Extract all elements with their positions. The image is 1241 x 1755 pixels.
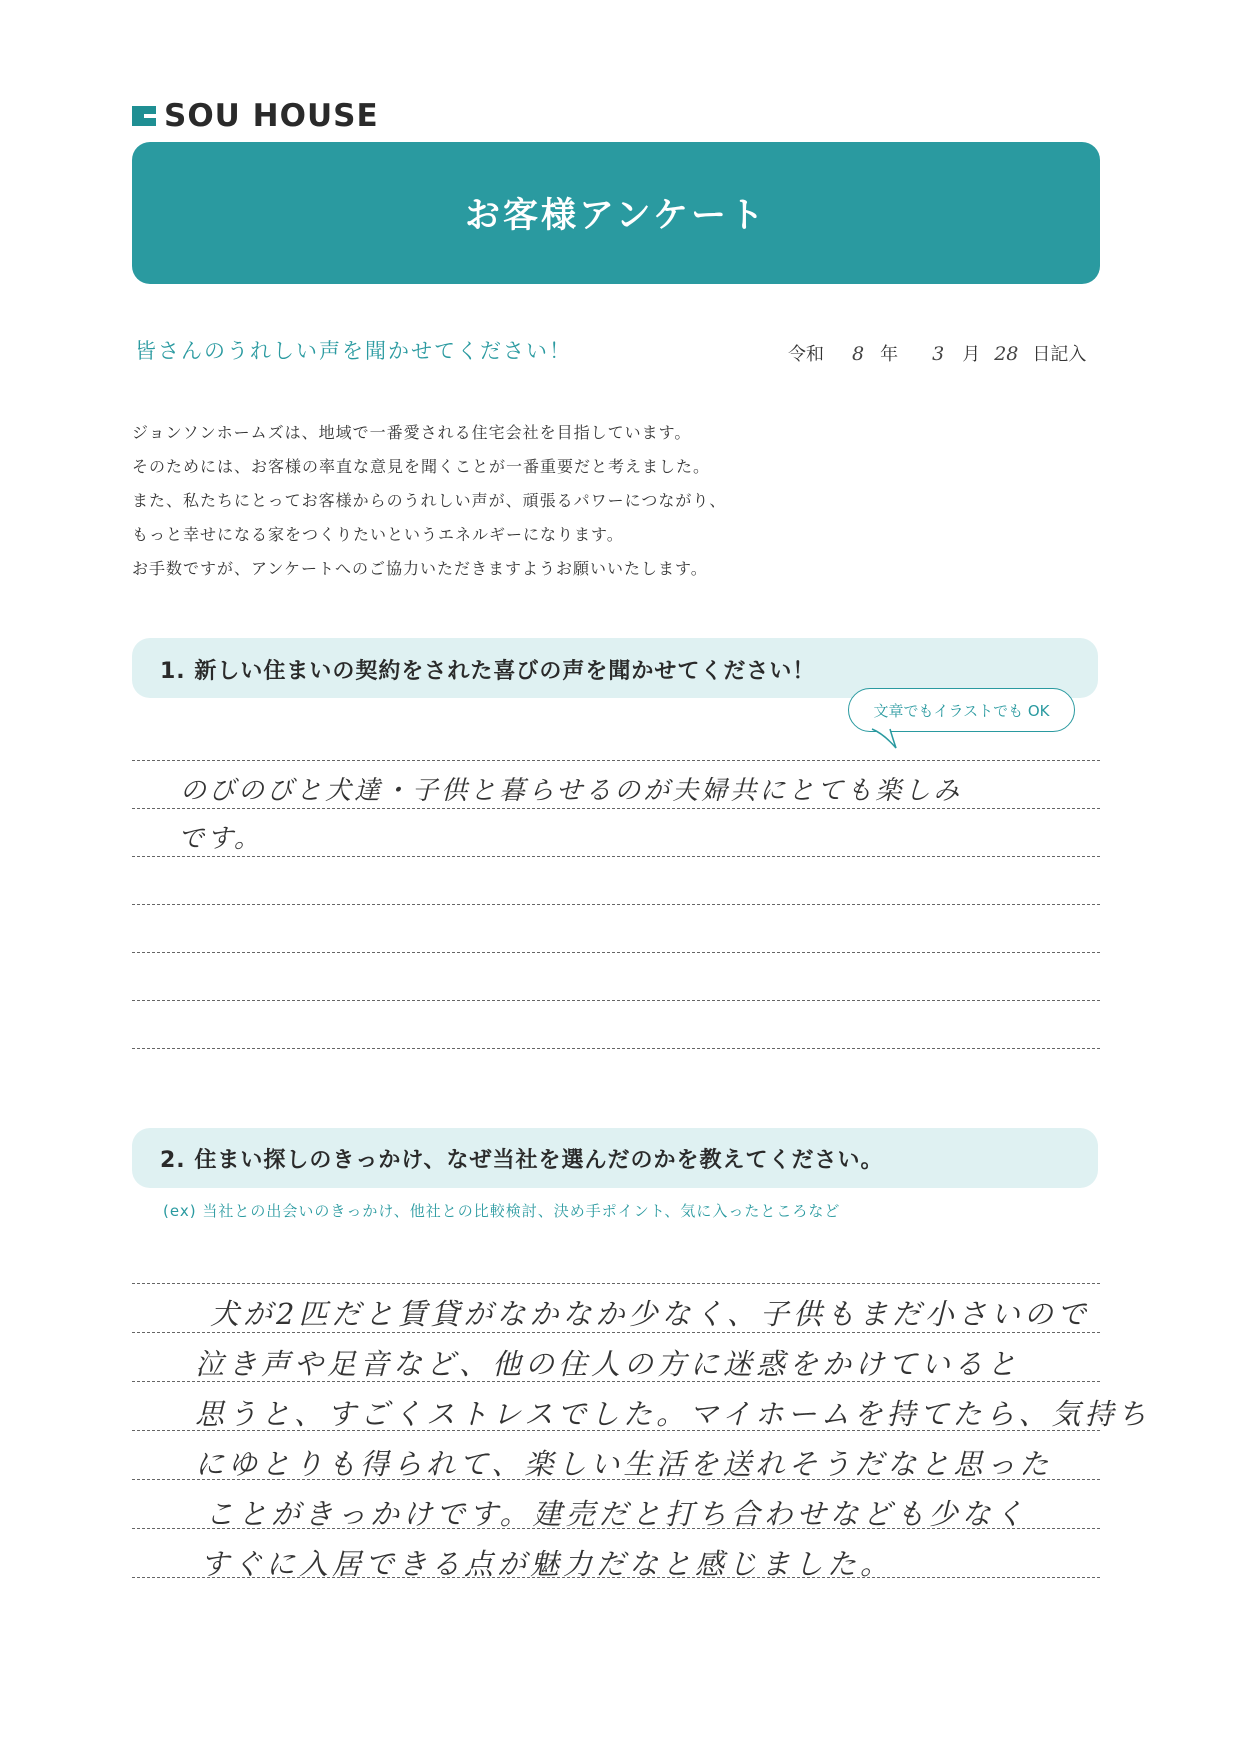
answer-line — [132, 1577, 1100, 1578]
answer-line — [132, 808, 1100, 809]
answer-line — [132, 760, 1100, 761]
date-month-unit: 月 — [962, 344, 981, 365]
survey-subtitle: 皆さんのうれしい声を聞かせてください！ — [135, 339, 572, 363]
date-era: 令和 — [788, 344, 824, 365]
answer-line — [132, 1283, 1100, 1284]
question-2-example: (ex) 当社との出会いのきっかけ、他社との比較検討、決め手ポイント、気に入ったところなど — [163, 1202, 841, 1220]
answer-line — [132, 1048, 1100, 1049]
question-2-title: 2. 住まい探しのきっかけ、なぜ当社を選んだのかを教えてください。 — [160, 1148, 884, 1173]
answer-2-line: すぐに入居できる点が魅力だなと感じました。 — [200, 1547, 894, 1581]
date-year-unit: 年 — [880, 344, 899, 365]
answer-2-line: 思うと、すごくストレスでした。マイホームを持てたら、気持ち — [195, 1397, 1151, 1431]
answer-line — [132, 856, 1100, 857]
logo-mark-icon — [132, 106, 156, 126]
intro-line: ジョンソンホームズは、地域で一番愛される住宅会社を目指しています。 — [132, 423, 692, 442]
intro-line: また、私たちにとってお客様からのうれしい声が、頑張るパワーにつながり、 — [132, 491, 727, 510]
date-month: 3 — [932, 343, 945, 365]
answer-line — [132, 952, 1100, 953]
date-day-unit: 日記入 — [1032, 344, 1087, 365]
answer-line — [132, 1000, 1100, 1001]
answer-line — [132, 1381, 1100, 1382]
answer-line — [132, 904, 1100, 905]
answer-1-line: です。 — [178, 824, 263, 854]
intro-line: もっと幸せになる家をつくりたいというエネルギーになります。 — [132, 525, 624, 544]
brand-logo — [132, 98, 379, 134]
question-1-title: 1. 新しい住まいの契約をされた喜びの声を聞かせてください！ — [160, 659, 816, 684]
answer-line — [132, 1479, 1100, 1480]
answer-2-line: 泣き声や足音など、他の住人の方に迷惑をかけていると — [195, 1347, 1021, 1381]
page-title: お客様アンケート — [465, 196, 767, 236]
answer-2-line: 犬が2匹だと賃貸がなかなか少なく、子供もまだ小さいので — [210, 1297, 1090, 1331]
answer-1-line: のびのびと犬達・子供と暮らせるのが夫婦共にとても楽しみ — [180, 776, 963, 806]
speech-bubble: 文章でもイラストでも OK — [848, 688, 1075, 732]
logo-text: SOU HOUSE — [164, 98, 379, 134]
answer-line — [132, 1528, 1100, 1529]
date-day: 28 — [994, 343, 1019, 365]
date-year: 8 — [852, 343, 865, 365]
answer-line — [132, 1430, 1100, 1431]
intro-line: お手数ですが、アンケートへのご協力いただきますようお願いいたします。 — [132, 559, 708, 578]
answer-2-line: にゆとりも得られて、楽しい生活を送れそうだなと思った — [195, 1447, 1053, 1481]
answer-line — [132, 1332, 1100, 1333]
intro-text — [132, 416, 1032, 586]
intro-line: そのためには、お客様の率直な意見を聞くことが一番重要だと考えました。 — [132, 457, 711, 476]
title-banner — [132, 142, 1100, 284]
entry-date — [788, 340, 1086, 366]
speech-bubble-tail-icon — [870, 728, 910, 750]
answer-2-line: ことがきっかけです。建売だと打ち合わせなども少なく — [205, 1497, 1028, 1531]
